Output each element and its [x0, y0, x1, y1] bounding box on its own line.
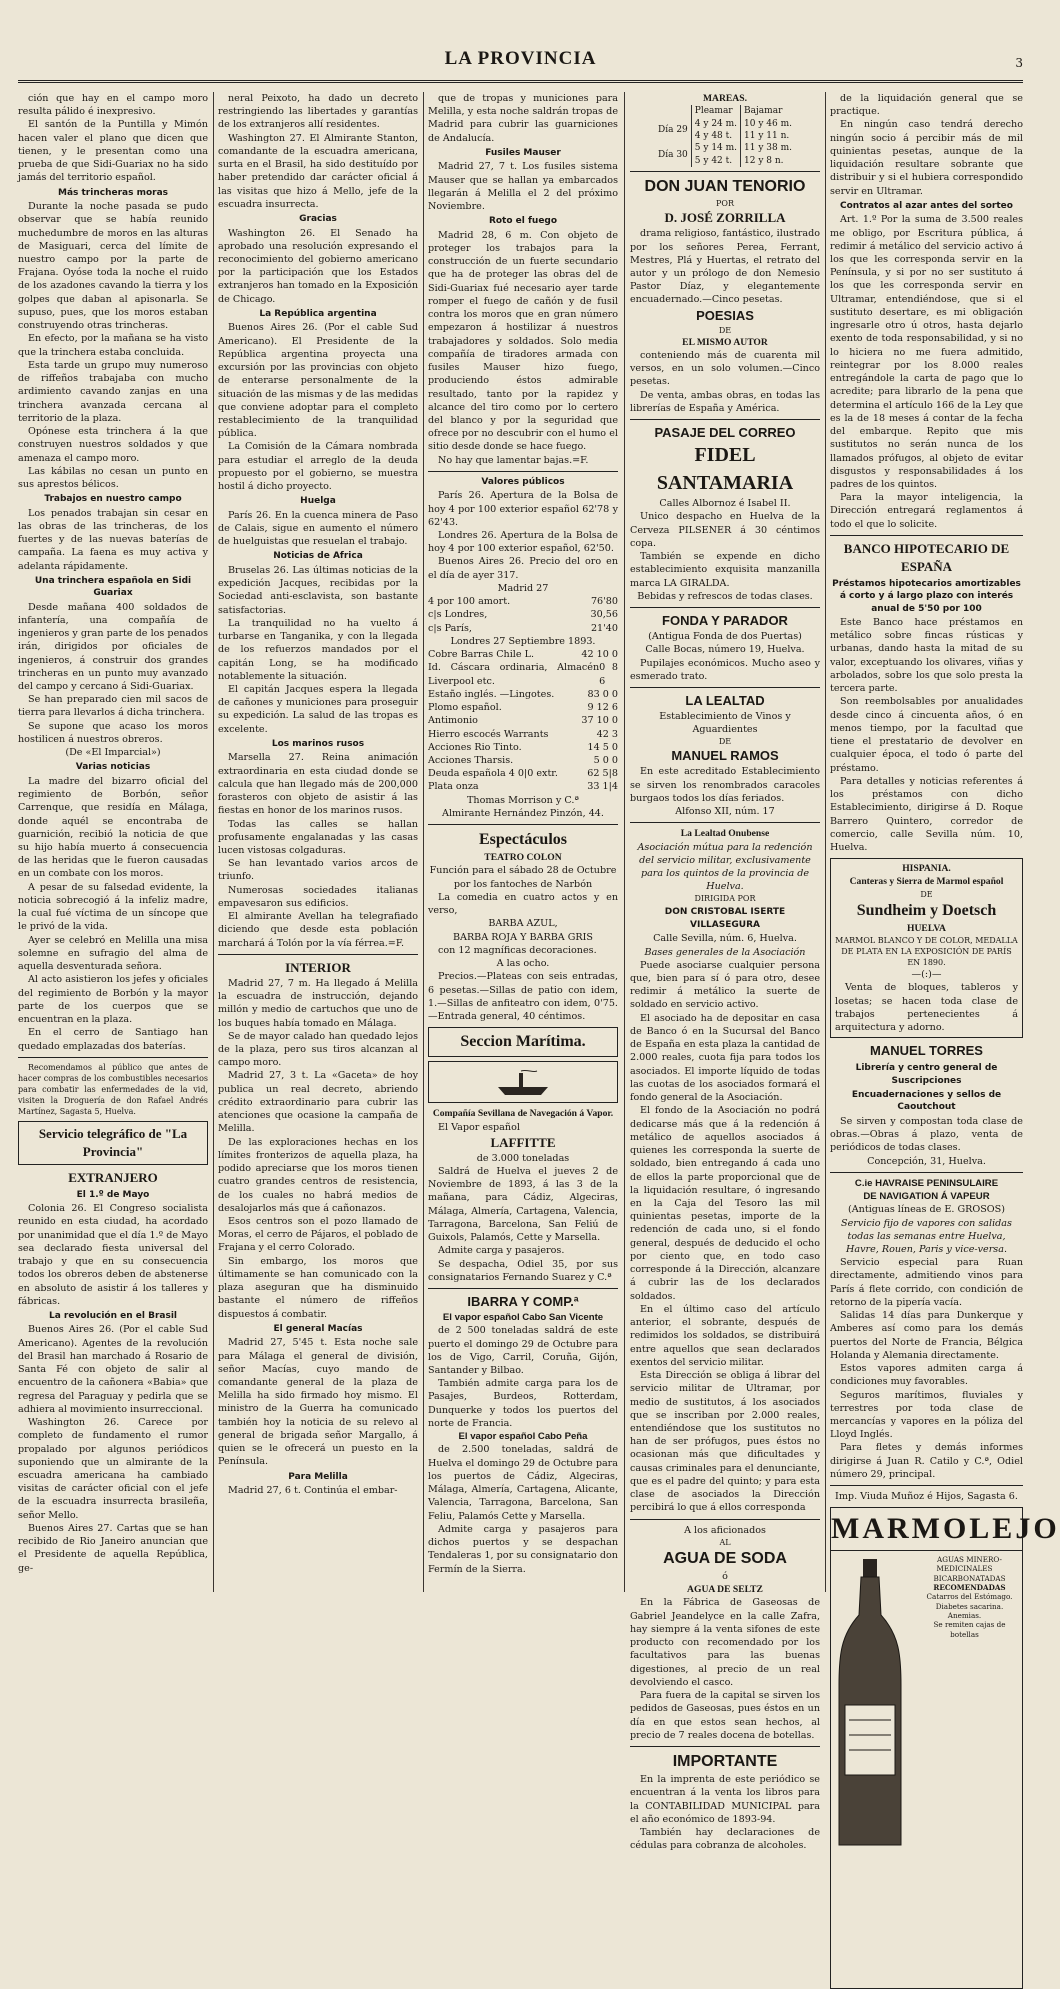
paragraph: Seguros marítimos, fluviales y terrestres por toda clase de mercancías y vapores en la póliza del Lloyd Inglés.	[830, 1389, 1023, 1441]
separator: —(:)—	[911, 969, 942, 981]
stock-row: c|s París, 21'40	[428, 622, 618, 634]
paragraph: de 2 500 toneladas saldrá de este puerto el domingo 29 de Octubre para los de Vigo, Carril, Coruña, Gijón, Santander y Bilbao.	[428, 1325, 618, 1376]
paragraph: A pesar de su falsedad evidente, la noticia sobrecogió á la infeliz madre, la cual fué víctima de un síncope que le privó de la vida.	[18, 881, 208, 933]
paragraph: Se de mayor calado han quedado lejos de la plaza, pero sus tiros alcanzan al campo moro.	[218, 1030, 418, 1069]
paragraph: De venta, ambas obras, en todas las librerías de España y América.	[630, 389, 820, 414]
tides-table: Pleamar Bajamar Día 29 4 y 24 m. 10 y 46 m. 4 y 48 t. 11 y 11 n. Día 30 5 y 14 m. 11 y 38 m. 5 y 42 t. 12 y 8 n.	[655, 105, 795, 167]
paragraph: La Comisión de la Cámara nombrada para estudiar el arreglo de la deuda propuesto por el gobierno, se muestra hostil á dicho proyecto.	[218, 441, 418, 493]
metal-price: 0 8 6	[599, 662, 618, 687]
divider	[630, 419, 820, 420]
paragraph: Londres 26. Apertura de la Bolsa de hoy 4 por 100 exterior español, 62'50.	[428, 530, 618, 555]
paragraph: Madrid 27, 7 t. Los fusiles sistema Mauser que se hallan ya embarcados llegarán á Melilla el 2 del próximo Noviembre.	[428, 161, 618, 213]
metal-price: 9 12 6	[587, 702, 618, 714]
paragraph: El asociado ha de depositar en casa de Banco ó en la Sucursal del Banco de España en esta plaza la cantidad de 2.000 reales, cuota fija para todos los asociados. El importe líquido de todas las cuotas de los asociados formará el fondo general de la Asociación.	[630, 1012, 820, 1104]
divider	[830, 535, 1023, 536]
paragraph: Las kábilas no cesan un punto en sus aprestos bélicos.	[18, 465, 208, 490]
paragraph: ción que hay en el campo moro resulta pálido é inexpresivo.	[18, 93, 208, 118]
paragraph: Numerosas sociedades italianas empavesaron sus edificios.	[218, 884, 418, 909]
fonda-title: FONDA Y PARADOR	[662, 613, 788, 629]
paragraph: Venta de bloques, tableros y losetas; se hacen toda clase de trabajos pertenecientes á arquitectura y adorno.	[835, 982, 1018, 1034]
column-rule	[825, 92, 826, 1592]
paragraph: El Vapor español	[438, 1121, 520, 1133]
paragraph: Saldrá de Huelva el jueves 2 de Noviembre de 1893, á las 3 de la mañana, para Cádiz, Algeciras, Málaga, Almería, Cartagena, Valencia, Tarragona, Barcelona, San Feliú de Guixols, Palamós, Cette y Marsella.	[428, 1166, 618, 1244]
bottle-label-text: Diabetes sacarina. Anemias.	[935, 1601, 1004, 1620]
paragraph: Colonia 26. El Congreso socialista reunido en esta ciudad, ha acordado por unanimidad que el día 1.º de Mayo sea declarado fiesta universal del trabajo y que en su consecuencia todos los obreros deben de abstenerse en absoluto de asistir á los talleres y fábricas.	[18, 1203, 208, 1307]
paragraph: Puede asociarse cualquier persona que, bien para sí ó para otro, desee redimir á metálico la suerte de soldado en servicio activo.	[630, 959, 820, 1011]
divider	[830, 1172, 1023, 1173]
paragraph: El santón de la Puntilla y Mimón hacen valer el plano que dicen que tienen, y le presentan como una prueba de que Sidi-Guariax no ha sido jamás del territorio español.	[18, 119, 208, 184]
paragraph: Bebidas y refrescos de todas clases.	[637, 590, 813, 602]
metal-name: Cobre Barras Chile L.	[428, 649, 535, 661]
section-heading: Varias noticias	[75, 762, 151, 773]
paragraph: Para detalles y noticias referentes á los préstamos con dicho Establecimiento, dirigirse á D. Roque Barrero Quintero, corredor de comercio, calle Sevilla núm. 10, Huelva.	[830, 775, 1023, 853]
metal-row	[428, 728, 618, 741]
paragraph: No hay que lamentar bajas.=F.	[438, 454, 589, 466]
metal-row	[428, 754, 618, 767]
address: Concepción, 31, Huelva.	[867, 1155, 986, 1167]
ramos-title: MANUEL RAMOS	[671, 748, 779, 764]
column-3	[428, 92, 618, 1592]
tenorio-title: DON JUAN TENORIO	[644, 178, 806, 196]
play-title: BARBA AZUL,	[488, 918, 558, 930]
metal-name: Plata onza	[428, 781, 479, 793]
paragraph: Esta Dirección se obliga á librar del servicio militar de Ultramar, por medio de sustitutos, á los asociados que se inscriban por 2.000 reales, entendiéndose que los sustitutos no han de ser prófugos, pues éstos no ocasionan más que dificultades y causas criminales para el denunciante, que es el padre del quinto; y para esta clase de asociados la Dirección percibirá lo que á ellos corresponda	[630, 1370, 820, 1514]
paragraph: Buenos Aires 26. (Por el cable Sud Americano). El Presidente de la República argentina proyecta una excursión por las provincias con objeto de enterarse personalmente de la situación de las mismas y de las medidas que conviene adoptar para el completo restablecimiento de la tranquilidad pública.	[218, 322, 418, 440]
metal-price: 37 10 0	[581, 715, 618, 727]
section-heading: El general Macías	[273, 1323, 363, 1334]
paragraph: Esos centros son el pozo llamado de Moras, el cerro de Pájaros, el poblado de Frajana y el cerro Colorado.	[218, 1216, 418, 1254]
divider	[630, 822, 820, 823]
section-heading: La revolución en el Brasil	[48, 1310, 178, 1321]
dirigida-label: DIRIGIDA POR	[694, 894, 756, 904]
paragraph: El fondo de la Asociación no podrá dedicarse más que á la redención á metálico de aquellos asociados á quienes les corresponda la suerte de soldado, bien entregando á cada uno de ellos la parte proporcional que de la liquidación resultare, ó ingresando en la Caja del Tesoro las mil quinientas pesetas, importe de la redención de cada uno, si el fondo general, después de deducido el ocho por ciento que, en todo caso corresponde á la Dirección, alcanzare á cubrir las de los declarados soldados.	[630, 1105, 820, 1302]
paragraph: de la liquidación general que se practique.	[830, 93, 1023, 118]
paragraph: Salidas 14 días para Dunkerque y Amberes así como para los demás puertos del Norte de Francia, Bélgica Holanda y Alemania directamente.	[830, 1310, 1023, 1361]
paragraph: Marsella 27. Reina animación extraordinaria en esta ciudad donde se calcula que han llegado más de 200,000 forasteros con objeto de asistir á las fiestas en honor de los marinos rusos.	[218, 752, 418, 817]
section-heading: Valores públicos	[481, 476, 565, 487]
mareas-title: MAREAS.	[703, 93, 747, 104]
paragraph: que de tropas y municiones para Melilla, y esta noche saldrán tropas de Madrid para cubrir las guarniciones de Andalucía.	[428, 93, 618, 144]
section-heading: Gracias	[299, 214, 337, 225]
paragraph: Durante la noche pasada se pudo observar que se había reunido muchedumbre de moros en las alturas de Masiguari, cerca del límite de nuestro campo por la parte de Frajana. Oyóse toda la noche el ruido de los azadones cavando la tierra y los golpes que daban al apisonarla. Se supuso, pues, que los moros estaban construyendo otras trincheras.	[18, 201, 208, 332]
paragraph: conteniendo más de cuarenta mil versos, en un solo volumen.—Cinco pesetas.	[630, 349, 820, 388]
paragraph: En el último caso del artículo anterior, el sobrante, después de redimidos los soldados, se distribuirá entre aquellos que sean declarados exentos del servicio militar.	[630, 1303, 820, 1368]
section-heading: Los marinos rusos	[271, 738, 365, 749]
section-heading: Fusiles Mauser	[485, 147, 561, 158]
metal-name: Estaño inglés. —Lingotes.	[428, 688, 555, 700]
address: Alfonso XII, núm. 17	[675, 806, 775, 818]
torres-title: MANUEL TORRES	[870, 1043, 983, 1059]
metal-row	[428, 701, 618, 714]
paragraph: En ningún caso tendrá derecho ningún socio á percibir más de mil quinientas pesetas, aunque de la liquidación resultare sobrante que distribuir y si el hubiera correspondido servir en Ultramar.	[830, 119, 1023, 197]
paragraph: También se expende en dicho establecimiento exquisita manzanilla marca LA GIRALDA.	[630, 551, 820, 589]
metals-table	[428, 648, 618, 794]
paragraph: Admite carga y pasajeros.	[438, 1245, 565, 1257]
service-title: Servicio telegráfico de "La Provincia"	[38, 1125, 188, 1159]
paragraph: Buenos Aires 26. (Por el cable Sud Americano). Agentes de la revolución del Brasil han marchado á Rosario de Santa Fé con objeto de salir al encuentro de la cañonera «Babia» que regresa del Paraguay y pedirla que se adhiera al movimiento insurreccional.	[18, 1324, 208, 1415]
sundheim-title: Sundheim y Doetsch	[856, 901, 997, 919]
column-rule	[423, 92, 424, 1592]
metal-name: Hierro escocés Warrants	[428, 728, 549, 740]
paragraph: Washington 27. El Almirante Stanton, comandante de la escuadra americana, surta en el Brasil, ha sido destituído por haber pretendido dar carácter oficial á las visitas que hizo á Mello, jefe de la escuadra insurrecta.	[218, 132, 418, 210]
advert-droguería: Recomendamos al público que antes de hacer compras de los combustibles necesarios para combatir las enfermedades de la vid, visiten la Droguería de don Rafael Andrés Martínez, Sagasta 5, Huelva.	[18, 1062, 208, 1116]
director-name: DON CRISTOBAL ISERTE VILLASEGURA	[664, 907, 786, 930]
hispania-advert	[830, 858, 1023, 1038]
paragraph: El almirante Avellan ha telegrafiado diciendo que desde esta población marchará á Tolón por la vía férrea.=F.	[218, 911, 418, 949]
metal-name: Acciones Rio Tinto.	[428, 741, 522, 753]
paragraph: Se supone que acaso los moros hostilicen á nuestros obreros.	[18, 720, 208, 745]
paragraph: En efecto, por la mañana se ha visto que la trinchera estaba concluida.	[18, 333, 208, 358]
paragraph: Madrid 27, 7 m. Ha llegado á Melilla la escuadra de instrucción, dejando millón y medio de cartuchos que uno de los buques había tomado en Málaga.	[218, 977, 418, 1029]
paragraph: Art. 1.º Por la suma de 3.500 reales me obligo, por Escritura pública, á redimir á metálico del servicio activo á los que les corresponda servir en la Península, y si por no ser sustituto á los que les corresponda servir en Ultramar, entendiéndose, que si el sustituto desertare, es mi obligación ingresarle otro ú otros, hasta dejarlo exento de toda responsabilidad, y si no lo hiciera no me fuera admitido, reintegrar por los 8.000 reales entregándole la carta de pago que lo acredite; para librarlo de la pena que determina el artículo 166 de la Ley que es la de 18 meses á contar de la fecha del embarque. Repito que mis sustitutos no serán nunca de los llamados prófugos, al objeto de evitar disgustos y responsabilidades á los padres de los quintos.	[830, 214, 1023, 490]
navigation-title: DE NAVIGATION Á VAPEUR	[863, 1191, 990, 1203]
divider	[18, 1057, 208, 1058]
soda-title: AGUA DE SODA	[663, 1549, 787, 1567]
paragraph: Servicio especial para Ruan directamente, admitiendo vinos para París á flete corrido, con condición de retorno de la pipería vacía.	[830, 1257, 1023, 1308]
stock-row: 4 por 100 amort. 76'80	[428, 596, 618, 608]
paragraph: Este Banco hace préstamos en metálico sobre fincas rústicas y urbanas, dando hasta la mitad de su valor, exceptuando los olivares, viñas y arbolados, sobre los que solo presta la tercera parte.	[830, 617, 1023, 695]
play-title: BARBA ROJA Y BARBA GRIS	[452, 931, 593, 943]
divider	[630, 607, 820, 608]
section-heading: Noticias de Africa	[273, 551, 363, 562]
newspaper-page	[18, 0, 1060, 1852]
source-credit: (De «El Imparcial»)	[65, 747, 161, 759]
fonda-subtitle: (Antigua Fonda de dos Puertas)	[648, 631, 802, 643]
de-label: DE	[920, 889, 933, 899]
paragraph: Función para el sábado 28 de Octubre por los fantoches de Narbón	[429, 865, 617, 890]
metal-price: 14 5 0	[587, 741, 618, 753]
section-heading: Para Melilla	[288, 1471, 348, 1482]
metal-name: Antimonio	[428, 715, 478, 727]
column-5	[830, 92, 1060, 1639]
section-title-extranjero: EXTRANJERO	[68, 1169, 158, 1185]
compania-title: Compañía Sevillana de Navegación á Vapor.	[432, 1108, 614, 1120]
masthead	[18, 40, 1023, 83]
paragraph: Unico despacho en Huelva de la Cerveza PILSENER á 30 céntimos copa.	[630, 511, 820, 549]
paragraph: Bruselas 26. Las últimas noticias de la expedición Jacques, recibidas por la Sociedad anti-esclavista, son bastante satisfactorias.	[218, 564, 418, 616]
service-banner	[18, 1121, 208, 1165]
paragraph: También admite carga para los de Pasajes, Burdeos, Rotterdam, Dunquerke y todos los puertos del norte de Francia.	[428, 1378, 618, 1429]
page-number: 3	[1015, 56, 1023, 70]
bottle-label-text: Se remiten cajas de botellas	[933, 1620, 1006, 1639]
ship-heading: El vapor español Cabo San Vicente	[442, 1312, 604, 1324]
paragraph: Sin embargo, los moros que últimamente se han comunicado con la plaza aseguran que ha disminuido bastante el número de riffeños dispuestos á combatir.	[218, 1255, 418, 1320]
ship-icon	[428, 1061, 618, 1103]
paragraph: Desde mañana 400 soldados de infantería, una compañía de ingenieros y gran parte de los penados irán, dirigidos por oficiales de ingenieros, á construir dos grandes trincheras en un punto muy avanzado del campo y cercano á Sidi-Guariax.	[18, 601, 208, 692]
onubense-subtitle: Asociación mútua para la redención del servicio militar, exclusivamente para los quintos de la provincia de Huelva.	[637, 841, 813, 893]
paragraph: Pupilajes económicos. Mucho aseo y esmerado trato.	[630, 657, 820, 682]
metal-name: Plomo español.	[428, 702, 502, 714]
al-label: AL	[719, 1537, 731, 1547]
column-rule	[624, 92, 625, 1592]
divider	[428, 1288, 618, 1289]
paragraph: Se han preparado cien mil sacos de tierra para llevarlos á dicha trinchera.	[18, 694, 208, 719]
address: Calle Sevilla, núm. 6, Huelva.	[653, 933, 797, 945]
imprint: Imp. Viuda Muñoz é Hijos, Sagasta 6.	[835, 1491, 1018, 1503]
huelva-label: HUELVA	[907, 922, 946, 934]
column-1	[18, 92, 208, 1592]
de-label: DE	[718, 325, 732, 335]
paragraph: En la Fábrica de Gaseosas de Gabriel Jeandelyce en la calle Zafra, hay siempre á la venta sifones de este producto con recomendado por los facultativos para las buenas digestiones, al precio de un real devolviendo el casco.	[630, 1597, 820, 1688]
metal-name: Deuda española 4 0|0 extr.	[428, 768, 558, 780]
metal-row	[428, 780, 618, 793]
metal-price: 42 10 0	[581, 649, 618, 661]
paragraph: Son reembolsables por anualidades desde cinco á cincuenta años, ó en menos tiempo, por la facultad que tiene el prestatario de devolver en cualquier época, el todo ó parte del préstamo.	[830, 696, 1023, 774]
marmolejo-title: MARMOLEJO	[831, 1508, 1022, 1550]
section-heading: Contratos al azar antes del sorteo	[840, 200, 1013, 211]
paragraph: El capitán Jacques espera la llegada de cañones y municiones para proseguir su expedición. La salud de las tropas es excelente.	[218, 684, 418, 735]
banco-subtitle: Préstamos hipotecarios amortizables á corto y á largo plazo con interés anual de 5'50 por 100	[832, 578, 1021, 614]
metal-row	[428, 661, 618, 687]
ship-name: LAFFITTE	[490, 1134, 556, 1150]
section-heading: La República argentina	[259, 308, 377, 319]
establishment-label: Establecimiento de Vinos y Aguardientes	[659, 710, 791, 736]
bottle-label-text: RECOMENDADAS	[933, 1582, 1006, 1592]
paragraph: Opónese esta trinchera á la que construyen nuestros soldados y que amenaza el campo moro.	[18, 426, 208, 464]
metal-price: 62 5|8	[587, 768, 618, 780]
paragraph: París 26. En la cuenca minera de Paso de Calais, sigue en aumento el número de huelguistas que resuelan el trabajo.	[218, 509, 418, 548]
metal-price: 33 1|4	[587, 781, 618, 793]
paragraph: Los penados trabajan sin cesar en las obras de las trincheras, de los fuertes y de las nuevas baterías de campaña. La faena es muy activa y adelanta rápidamente.	[18, 507, 208, 572]
section-heading: Más trincheras moras	[57, 187, 169, 198]
libreria-heading: Librería y centro general de Suscripciones	[855, 1063, 998, 1086]
libreria-subheading: Encuadernaciones y sellos de Caoutchout	[851, 1090, 1002, 1113]
por-label: POR	[716, 199, 734, 209]
route-label: Havre, Rouen, Paris y vice-versa.	[846, 1243, 1007, 1255]
onubense-title: La Lealtad Onubense	[680, 828, 770, 840]
address: Calles Albornoz é Isabel II.	[659, 498, 791, 510]
section-heading: Roto el fuego	[488, 216, 558, 227]
canteras-title: Canteras y Sierra de Marmol español	[849, 876, 1004, 888]
section-heading: El 1.º de Mayo	[76, 1189, 150, 1200]
paragraph: Se despacha, Odiel 35, por sus consignatarios Fernando Suarez y C.ª	[428, 1258, 618, 1283]
paragraph: drama religioso, fantástico, ilustrado por los señores Perea, Ferrant, Mestres, Plá y Huertas, el retrato del autor y un prólogo de don Nemesio Pastor Díaz, y elegantemente encuadernado.—Cinco pesetas.	[630, 228, 820, 306]
metal-name: Acciones Tharsis.	[428, 755, 514, 766]
o-label: ó	[722, 1570, 728, 1582]
metal-name: Id. Cáscara ordinaria, Almacén Liverpool etc.	[428, 662, 600, 687]
banco-title: BANCO HIPOTECARIO DE ESPAÑA	[843, 540, 1010, 574]
paragraph: Todas las calles se hallan profusamente engalanadas y las casas lucen vistosas colgaduras.	[218, 818, 418, 856]
paragraph: Precios.—Plateas con seis entradas, 6 pesetas.—Sillas de patio con idem, 1.—Sillas de anfiteatro con idem, 0'75.—Entrada general, 40 céntimos.	[428, 971, 618, 1023]
poesias-title: POESIAS	[696, 307, 754, 323]
divider	[630, 1519, 820, 1520]
metal-price: 83 0 0	[587, 688, 618, 700]
divider	[630, 1746, 820, 1747]
hispania-title: HISPANIA.	[902, 863, 951, 875]
stock-row: c|s Londres, 30,56	[428, 609, 618, 621]
tonnage: de 3.000 toneladas	[476, 1152, 570, 1164]
paragraph: Madrid 27, 5'45 t. Esta noche sale para Málaga el general de división, señor Macías, cuyo mando de comandante general de la plaza de Melilla ha sido firmado hoy mismo. El ministro de la Guerra ha comunicado también hoy la noticia de su relevo al general de brigada señor Margallo, á quien se le ofrecerá un puesto en la Península.	[218, 1337, 418, 1468]
marmolejo-advert	[830, 1507, 1060, 1989]
paragraph: con 12 magníficas decoraciones.	[438, 944, 597, 956]
section-title-interior: INTERIOR	[285, 959, 351, 975]
divider	[218, 954, 418, 955]
fidel-title: FIDEL SANTAMARIA	[656, 444, 794, 494]
grosos-label: (Antiguas líneas de E. GROSOS)	[848, 1204, 1005, 1216]
paragraph: París 26. Apertura de la Bolsa de hoy 4 por 100 exterior español 62'78 y 62'43.	[428, 490, 618, 528]
newspaper-title: LA PROVINCIA	[444, 48, 597, 69]
paragraph: De las exploraciones hechas en los límites fronterizos de aquella plaza, ha podido apreciarse que los moros tienen cuatro grandes centros de resistencia, de los cuales no habrá medios de desalojarlos más que á cañonazos.	[218, 1136, 418, 1214]
bottle-label-text: Catarros del Estómago.	[926, 1592, 1013, 1602]
pasaje-title: PASAJE DEL CORREO	[654, 425, 796, 441]
havraise-title: C.ie HAVRAISE PENINSULAIRE	[854, 1177, 999, 1189]
paragraph: de 2.500 toneladas, saldrá de Huelva el domingo 29 de Octubre para los puertos de Cádiz, Algeciras, Málaga, Almería, Cartagena, Alicante, Valencia, Tarragona, Barcelona, San Feliu, Palamós Cette y Marsella.	[428, 1444, 618, 1522]
section-heading: Bases generales de la Asociación	[644, 946, 806, 958]
paragraph: Ayer se celebró en Melilla una misa solemne en sufragio del alma de aquella desventurada señora.	[18, 934, 208, 973]
paragraph: También hay declaraciones de cédulas para cobranza de alcoholes.	[630, 1827, 820, 1852]
london-date: Londres 27 Septiembre 1893.	[450, 635, 596, 647]
metal-row	[428, 741, 618, 754]
seccion-maritima-title: Seccion Marítima.	[460, 1033, 586, 1051]
paragraph: neral Peixoto, ha dado un decreto restringiendo las libertades y garantías de los extranjeros allí residentes.	[218, 93, 418, 131]
paragraph: En el cerro de Santiago han quedado emplazadas dos baterías.	[18, 1027, 208, 1052]
teatro-title: TEATRO COLON	[484, 852, 562, 864]
divider	[630, 171, 820, 172]
divider	[428, 824, 618, 825]
paragraph: Se sirven y compostan toda clase de obras.—Obras á plazo, venta de periódicos de todas clases.	[830, 1115, 1023, 1154]
de-label: DE	[718, 737, 732, 747]
paragraph: Madrid 27, 6 t. Continúa el embar-	[228, 1485, 398, 1497]
lealtad-title: LA LEALTAD	[685, 692, 765, 708]
paragraph: Admite carga y pasajeros para dichos puertos y se despachan Tendaleras 1, por su consignatario don Fermín de la Sierra.	[428, 1523, 618, 1575]
paragraph: Estos vapores admiten carga á condiciones muy favorables.	[830, 1363, 1023, 1388]
madrid-date: Madrid 27	[497, 582, 549, 594]
paragraph: Buenos Aires 27. Cartas que se han recibido de Rio Janeiro anuncian que el Presidente de aquella República, ge-	[18, 1522, 208, 1574]
section-heading: Huelga	[300, 496, 336, 507]
marmol-text: MARMOL BLANCO Y DE COLOR, MEDALLA DE PLATA EN LA EXPOSICIÓN DE PARÍS EN 1890.	[835, 936, 1018, 968]
paragraph: Buenos Aires 26. Precio del oro en el día de ayer 317.	[428, 556, 618, 581]
divider	[630, 687, 820, 688]
divider	[428, 471, 618, 472]
metal-row	[428, 767, 618, 780]
author-name: D. JOSÉ ZORRILLA	[664, 210, 786, 226]
paragraph: La madre del bizarro oficial del regimiento de Borbón, señor Carrenque, que residía en Málaga, donde aquél se encontraba de guarnición, recibió la noticia de que su hijo había muerto á consecuencia de las heridas que le fueron causadas en un combate con los moros.	[18, 775, 208, 880]
section-heading: Trabajos en nuestro campo	[44, 494, 182, 505]
metal-row	[428, 688, 618, 701]
ship-heading: El vapor español Cabo Peña	[458, 1431, 588, 1443]
bottle-label-text: AGUAS MINERO-MEDICINALES	[936, 1554, 1002, 1574]
divider	[830, 1485, 1023, 1486]
importante-title: IMPORTANTE	[672, 1753, 778, 1770]
signature: Thomas Morrison y C.ª	[467, 794, 579, 806]
address: Calle Bocas, número 19, Huelva.	[645, 644, 805, 656]
paragraph: Para fletes y demás informes dirigirse á Juan R. Catilo y C.ª, Odiel número 29, principal.	[830, 1442, 1023, 1480]
bottle-label-text: BICARBONATADAS	[933, 1573, 1006, 1583]
soda-intro: A los aficionados	[684, 1524, 766, 1536]
signature-address: Almirante Hernández Pinzón, 44.	[442, 807, 604, 819]
paragraph: Para fuera de la capital se sirven los pedidos de Gaseosas, pues éstos en un día en que estos sean hechos, al precio de 7 reales docena de botellas.	[630, 1690, 820, 1741]
section-heading: Una trinchera española en Sidi Guariax	[34, 575, 192, 599]
paragraph: Para la mayor inteligencia, la Dirección entregará reglamentos á todo el que lo solicite.	[830, 492, 1023, 530]
column-2	[218, 92, 418, 1592]
seccion-maritima-banner	[428, 1027, 618, 1057]
metal-price: 5 0 0	[593, 755, 618, 766]
metal-row	[428, 648, 618, 661]
paragraph: Washington 26. Carece por completo de fundamento el rumor propalado por algunos periódicos suponiendo que un almirante de la escuadra americana ha cambiado visitas de carácter oficial con el jefe de la escuadra insurrecta brasileña, señor Mello.	[18, 1417, 208, 1521]
ibarra-title: IBARRA Y COMP.ª	[467, 1294, 579, 1310]
metal-row	[428, 714, 618, 727]
seltz-title: AGUA DE SELTZ	[687, 1584, 763, 1596]
autor-label: EL MISMO AUTOR	[682, 336, 768, 348]
paragraph: Madrid 28, 6 m. Con objeto de proteger los trabajos para la construcción de un fuerte secundario que ha de proteger las obras del de Sidi-Guariax fué necesario ayer tarde romper el fuego de cañón y de fusil contra los moros que en gran número empezaron á hostilizar á nuestros trabajadores y soldados. Solo media compañía de tiradores armada con fusiles Mauser hizo fuego, produciendo éstos admirable resultado, tanto por la rapidez y alcance del tiro como por lo certero del blanco y por la seguridad que ofrece por no descubrir con el humo el sitio desde donde se hace fuego.	[428, 229, 618, 453]
bottle-icon	[835, 1555, 905, 1859]
espectaculos-title: Espectáculos	[479, 831, 567, 849]
paragraph: Se han levantado varios arcos de triunfo.	[218, 858, 418, 883]
metal-price: 42 3	[596, 728, 618, 740]
paragraph: Madrid 27, 3 t. La «Gaceta» de hoy publica un real decreto, abriendo crédito extraordinario para cubrir las atenciones que ocasione la campaña de Melilla.	[218, 1070, 418, 1135]
paragraph: A las ocho.	[496, 958, 550, 970]
column-rule	[213, 92, 214, 1592]
service-label: Servicio fijo de vapores con salidas todas las semanas entre Huelva,	[841, 1217, 1012, 1242]
paragraph: Washington 26. El Senado ha aprobado una resolución expresando el reconocimiento del gobierno americano por la participación que los Estados extranjeros han tomado en la Exposición de Chicago.	[218, 227, 418, 305]
paragraph: La comedia en cuatro actos y en verso,	[428, 891, 618, 917]
paragraph: En la imprenta de este periódico se encuentran á la venta los libros para la CONTABILIDAD MUNICIPAL para el año económico de 1893-94.	[630, 1774, 820, 1825]
paragraph: La tranquilidad no ha vuelto á turbarse en Tanganika, y con la llegada de los refuerzos mandados por el capitán Long, se ha modificado notablemente la situación.	[218, 617, 418, 682]
column-4	[630, 92, 820, 1852]
paragraph: Esta tarde un grupo muy numeroso de riffeños trabajaba con mucho ardimiento cavando zanjas en una trinchera avanzada cercana al territorio de la plaza.	[18, 359, 208, 424]
paragraph: En este acreditado Establecimiento se sirven los renombrados caracoles burgaos todos los días feriados.	[630, 766, 820, 804]
paragraph: Al acto asistieron los jefes y oficiales del regimiento de Borbón y la mayor parte de los cuerpos que se encuentran en la plaza.	[18, 974, 208, 1026]
